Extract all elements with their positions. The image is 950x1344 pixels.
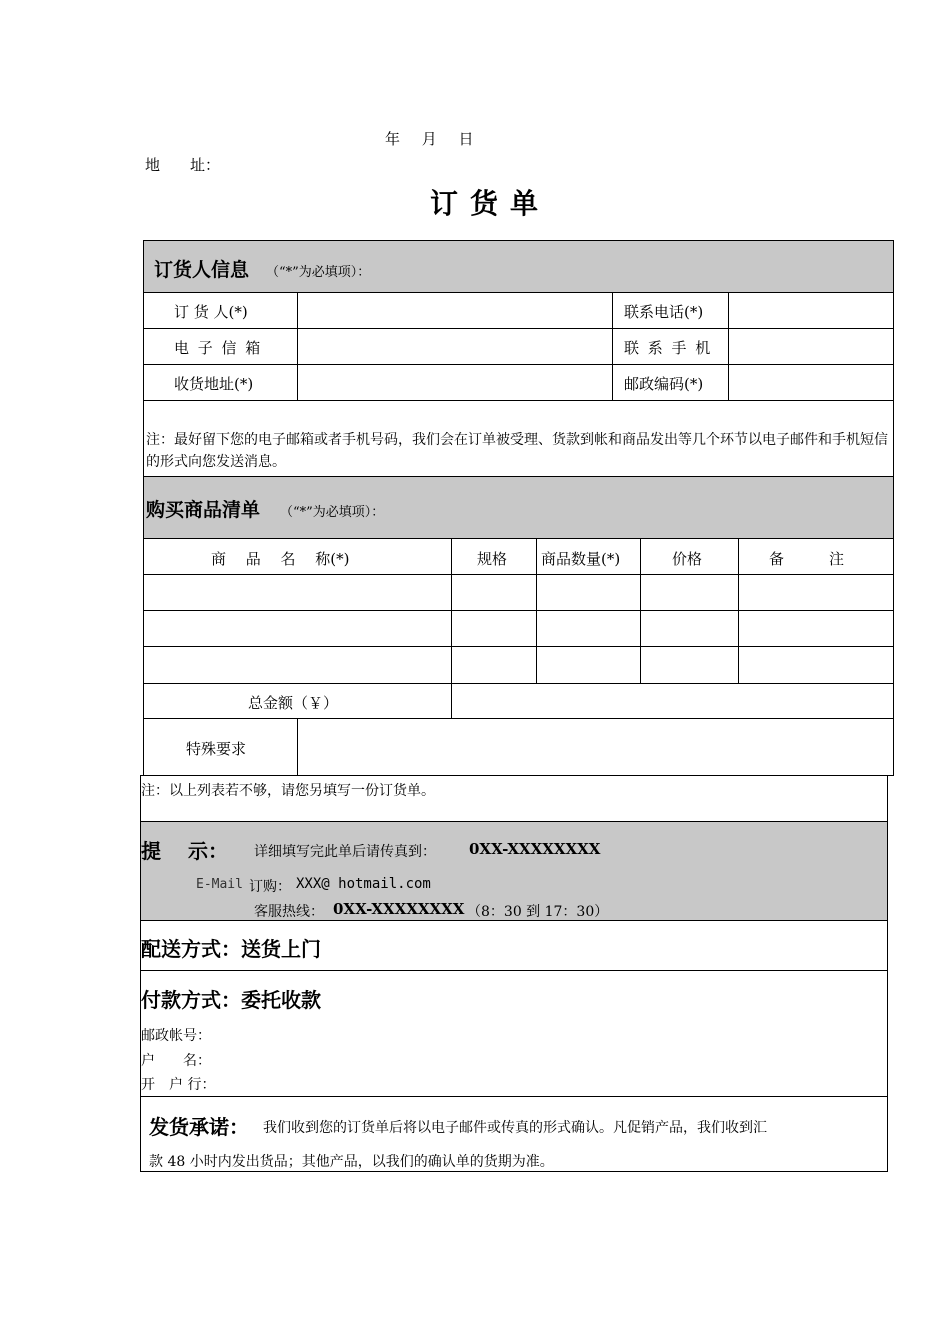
- products-section-header: [144, 476, 893, 539]
- mobile-label: 联 系 手 机: [624, 339, 713, 357]
- orderer-name-field[interactable]: [298, 293, 612, 328]
- page-title: 订货单: [429, 187, 550, 220]
- product-row[interactable]: [144, 647, 893, 683]
- products-heading: 购买商品清单: [146, 499, 261, 521]
- col-header-product-name: 商 品 名 称(*): [211, 550, 350, 568]
- col-header-price: 价格: [672, 550, 703, 568]
- postcode-field[interactable]: [729, 365, 893, 400]
- account-holder-label: 户 名：: [141, 1053, 211, 1069]
- orderer-heading-note: （“*”为必填项）：: [266, 265, 371, 280]
- shipping-promise-text-2: 款 48 小时内发出货品；其他产品，以我们的确认单的货期为准。: [149, 1154, 554, 1170]
- hotline-number: 0XX-XXXXXXXX: [333, 900, 465, 918]
- orderer-section-header: [144, 241, 893, 293]
- row-divider: [144, 400, 893, 401]
- col-header-quantity: 商品数量(*): [541, 550, 621, 568]
- postal-account-label: 邮政帐号：: [141, 1028, 211, 1044]
- orderer-name-label: 订 货 人(*): [174, 303, 248, 321]
- orderer-note: 注：最好留下您的电子邮箱或者手机号码，我们会在订单被受理、货款到帐和商品发出等几个环节以电子邮件和手机短信的形式向您发送消息。: [146, 432, 888, 470]
- phone-field[interactable]: [729, 293, 893, 328]
- tips-fax-text: 详细填写完此单后请传真到：: [254, 844, 436, 860]
- shipping-address-label: 收货地址(*): [174, 375, 254, 393]
- tips-section: [141, 821, 887, 921]
- extra-note: 注：以上列表若不够，请您另填写一份订货单。: [141, 783, 435, 799]
- order-form-table: [143, 240, 894, 776]
- col-header-remarks: 备 注: [769, 550, 845, 568]
- col-header-spec: 规格: [477, 550, 508, 568]
- shipping-promise-label: 发货承诺：: [149, 1115, 249, 1139]
- email-field[interactable]: [298, 329, 612, 364]
- phone-label: 联系电话(*): [624, 303, 704, 321]
- special-requirements-label: 特殊要求: [186, 740, 247, 758]
- shipping-address-field[interactable]: [298, 365, 612, 400]
- delivery-method: 配送方式：送货上门: [141, 937, 321, 961]
- order-info-box: [140, 775, 888, 1172]
- email-order-text: 订购：: [249, 879, 291, 895]
- shipping-promise-text-1: 我们收到您的订货单后将以电子邮件或传真的形式确认。凡促销产品，我们收到汇: [263, 1120, 767, 1136]
- postcode-label: 邮政编码(*): [624, 375, 704, 393]
- email-prefix: E-Mail: [196, 877, 243, 892]
- total-amount-field[interactable]: [452, 684, 893, 718]
- bank-label: 开 户 行：: [141, 1077, 216, 1093]
- fax-number: 0XX-XXXXXXXX: [469, 840, 601, 858]
- col-divider: [612, 293, 613, 400]
- shipping-promise-section: [141, 1097, 887, 1171]
- order-email[interactable]: XXX@ hotmail.com: [296, 876, 431, 892]
- date-line: 年 月 日: [385, 130, 474, 148]
- email-label: 电 子 信 箱: [174, 339, 263, 357]
- products-heading-note: （“*”为必填项）：: [280, 505, 385, 520]
- address-line: 地 址：: [145, 156, 221, 174]
- product-row[interactable]: [144, 575, 893, 610]
- payment-method: 付款方式：委托收款: [141, 988, 321, 1012]
- product-row[interactable]: [144, 611, 893, 646]
- orderer-heading: 订货人信息: [154, 259, 250, 281]
- special-requirements-field[interactable]: [298, 719, 893, 776]
- hotline-hours: （8：30 到 17：30）: [467, 904, 609, 920]
- delivery-section: [141, 921, 887, 971]
- hotline-label: 客服热线：: [254, 904, 324, 920]
- mobile-field[interactable]: [729, 329, 893, 364]
- tips-label: 提 示：: [141, 839, 228, 863]
- total-amount-label: 总金额（￥）: [248, 694, 339, 712]
- payment-section: [141, 971, 887, 1097]
